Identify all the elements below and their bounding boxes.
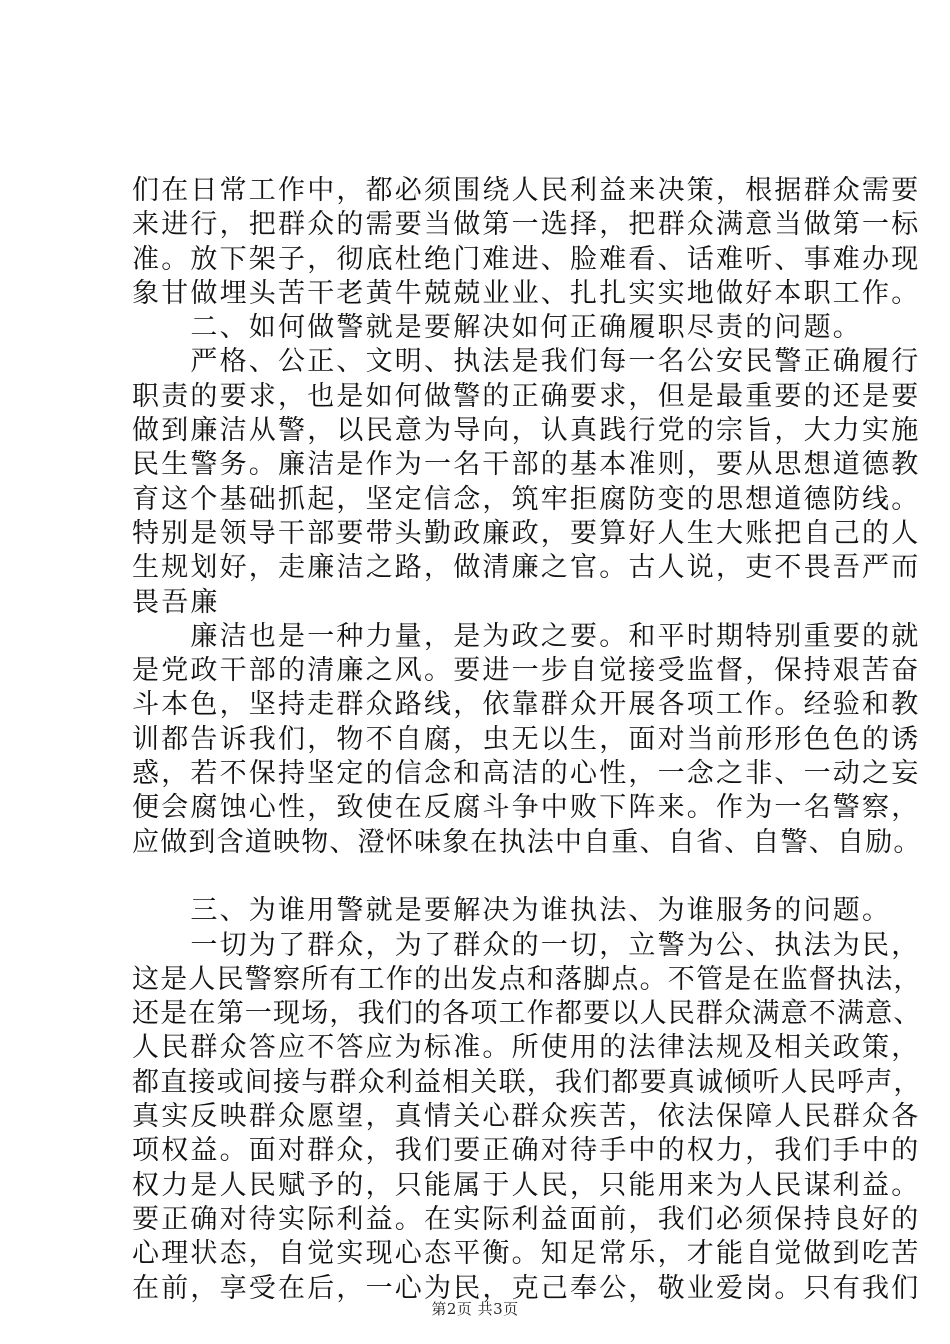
section-heading-3: 三、为谁用警就是要解决为谁执法、为谁服务的问题。 bbox=[132, 895, 892, 927]
text-line: 职责的要求，也是如何做警的正确要求，但是最重要的还是要 bbox=[132, 380, 921, 412]
text-line: 斗本色，坚持走群众路线，依靠群众开展各项工作。经验和教 bbox=[132, 689, 921, 721]
text-line: 这是人民警察所有工作的出发点和落脚点。不管是在监督执法， bbox=[132, 963, 922, 995]
text-line: 真实反映群众愿望，真情关心群众疾苦，依法保障人民群众各 bbox=[132, 1101, 921, 1133]
text-line: 严格、公正、文明、执法是我们每一名公安民警正确履行 bbox=[132, 346, 921, 378]
text-line: 来进行，把群众的需要当做第一选择，把群众满意当做第一标 bbox=[132, 209, 921, 241]
text-line: 心理状态，自觉实现心态平衡。知足常乐，才能自觉做到吃苦 bbox=[132, 1238, 921, 1270]
text-line: 畏吾廉 bbox=[132, 586, 220, 618]
text-line: 准。放下架子，彻底杜绝门难进、脸难看、话难听、事难办现 bbox=[132, 243, 921, 275]
text-line: 应做到含道映物、澄怀味象在执法中自重、自省、自警、自励。 bbox=[132, 826, 922, 858]
text-line: 惑，若不保持坚定的信念和高洁的心性，一念之非、一动之妄 bbox=[132, 758, 921, 790]
text-line: 们在日常工作中，都必须围绕人民利益来决策，根据群众需要 bbox=[132, 175, 921, 206]
text-line: 在前，享受在后，一心为民，克己奉公，敬业爱岗。只有我们 bbox=[132, 1272, 921, 1304]
text-line: 生规划好，走廉洁之路，做清廉之官。古人说，吏不畏吾严而 bbox=[132, 552, 921, 584]
blank-line bbox=[132, 860, 932, 894]
text-line: 是党政干部的清廉之风。要进一步自觉接受监督，保持艰苦奋 bbox=[132, 655, 921, 687]
text-line: 象甘做埋头苦干老黄牛兢兢业业、扎扎实实地做好本职工作。 bbox=[132, 277, 921, 309]
text-line: 育这个基础抓起，坚定信念，筑牢拒腐防变的思想道德防线。 bbox=[132, 483, 921, 515]
text-line: 一切为了群众，为了群众的一切，立警为公、执法为民， bbox=[132, 929, 921, 961]
text-line: 便会腐蚀心性，致使在反腐斗争中败下阵来。作为一名警察， bbox=[132, 792, 921, 824]
text-line: 训都告诉我们，物不自腐，虫无以生，面对当前形形色色的诱 bbox=[132, 723, 921, 755]
text-line: 项权益。面对群众，我们要正确对待手中的权力，我们手中的 bbox=[132, 1135, 921, 1167]
page-number-footer: 第2页 共3页 bbox=[431, 1300, 519, 1318]
text-line: 权力是人民赋予的，只能属于人民，只能用来为人民谋利益。 bbox=[132, 1169, 921, 1201]
text-line: 民生警务。廉洁是作为一名干部的基本准则，要从思想道德教 bbox=[132, 449, 921, 481]
text-line: 要正确对待实际利益。在实际利益面前，我们必须保持良好的 bbox=[132, 1203, 921, 1235]
section-heading-2: 二、如何做警就是要解决如何正确履职尽责的问题。 bbox=[132, 312, 862, 344]
document-body bbox=[132, 174, 932, 1306]
text-line: 做到廉洁从警，以民意为导向，认真践行党的宗旨，大力实施 bbox=[132, 415, 921, 447]
text-line: 特别是领导干部要带头勤政廉政，要算好人生大账把自己的人 bbox=[132, 517, 921, 549]
text-line: 人民群众答应不答应为标准。所使用的法律法规及相关政策， bbox=[132, 1032, 921, 1064]
text-line: 还是在第一现场，我们的各项工作都要以人民群众满意不满意、 bbox=[132, 998, 922, 1030]
text-line: 都直接或间接与群众利益相关联，我们都要真诚倾听人民呼声， bbox=[132, 1066, 922, 1098]
text-line: 廉洁也是一种力量，是为政之要。和平时期特别重要的就 bbox=[132, 620, 921, 652]
